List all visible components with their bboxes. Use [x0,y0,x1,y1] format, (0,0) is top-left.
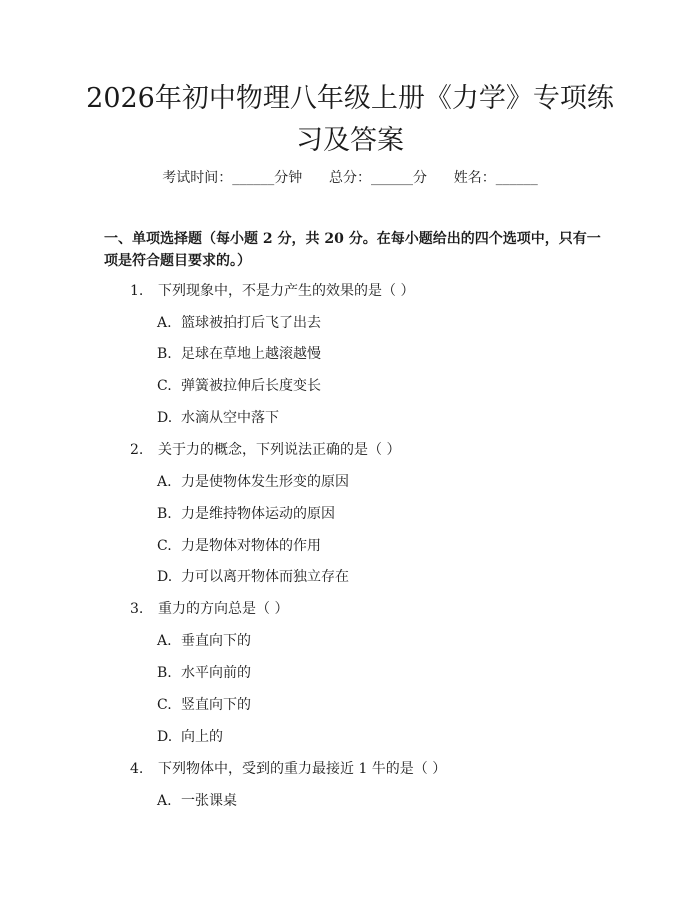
question-number: 1. [130,283,144,299]
option-text: 力可以离开物体而独立存在 [181,569,349,585]
option-2d [157,567,349,587]
question-number: 4. [130,761,144,777]
question-stem: 下列物体中，受到的重力最接近 1 牛的是（ ） [158,761,447,777]
option-letter: A. [157,474,172,490]
option-text: 力是使物体发生形变的原因 [181,474,349,490]
option-text: 篮球被拍打后飞了出去 [181,315,321,331]
option-letter: D. [157,729,173,745]
section-heading: 一、单项选择题（每小题 2 分，共 20 分。在每小题给出的四个选项中，只有一项是符合题目要求的。） [104,231,601,269]
option-3a [157,631,251,651]
question-stem: 重力的方向总是（ ） [158,601,289,617]
option-letter: A. [157,633,172,649]
option-letter: D. [157,569,173,585]
option-text: 足球在草地上越滚越慢 [181,346,321,362]
option-letter: A. [157,315,172,331]
option-letter: A. [157,793,172,809]
option-text: 力是物体对物体的作用 [181,538,321,554]
question-4 [130,759,446,779]
question-number: 2. [130,442,144,458]
option-letter: B. [157,506,172,522]
option-letter: B. [157,346,172,362]
option-text: 弹簧被拉伸后长度变长 [181,378,321,394]
option-text: 水滴从空中落下 [181,410,279,426]
option-1a [157,313,321,333]
question-number: 3. [130,601,144,617]
option-letter: C. [157,697,172,713]
option-letter: B. [157,665,172,681]
option-2b [157,504,335,524]
option-text: 力是维持物体运动的原因 [181,506,335,522]
option-3c [157,695,251,715]
option-1b [157,344,321,364]
option-4a [157,791,237,811]
option-1c [157,376,321,396]
option-letter: C. [157,538,172,554]
question-1 [130,281,414,301]
option-text: 垂直向下的 [181,633,251,649]
question-stem: 关于力的概念，下列说法正确的是（ ） [158,442,401,458]
option-3d [157,727,223,747]
question-3 [130,599,288,619]
option-letter: D. [157,410,173,426]
option-2a [157,472,349,492]
document-title: 2026年初中物理八年级上册《力学》专项练习及答案 [86,83,614,156]
option-text: 一张课桌 [181,793,237,809]
option-1d [157,408,279,428]
question-2 [130,440,400,460]
option-text: 向上的 [181,729,223,745]
option-text: 水平向前的 [181,665,251,681]
option-text: 竖直向下的 [181,697,251,713]
option-letter: C. [157,378,172,394]
question-stem: 下列现象中，不是力产生的效果的是（ ） [158,283,415,299]
option-3b [157,663,251,683]
exam-info-line: 考试时间：______分钟 总分：______分 姓名：______ [162,170,538,186]
option-2c [157,536,321,556]
